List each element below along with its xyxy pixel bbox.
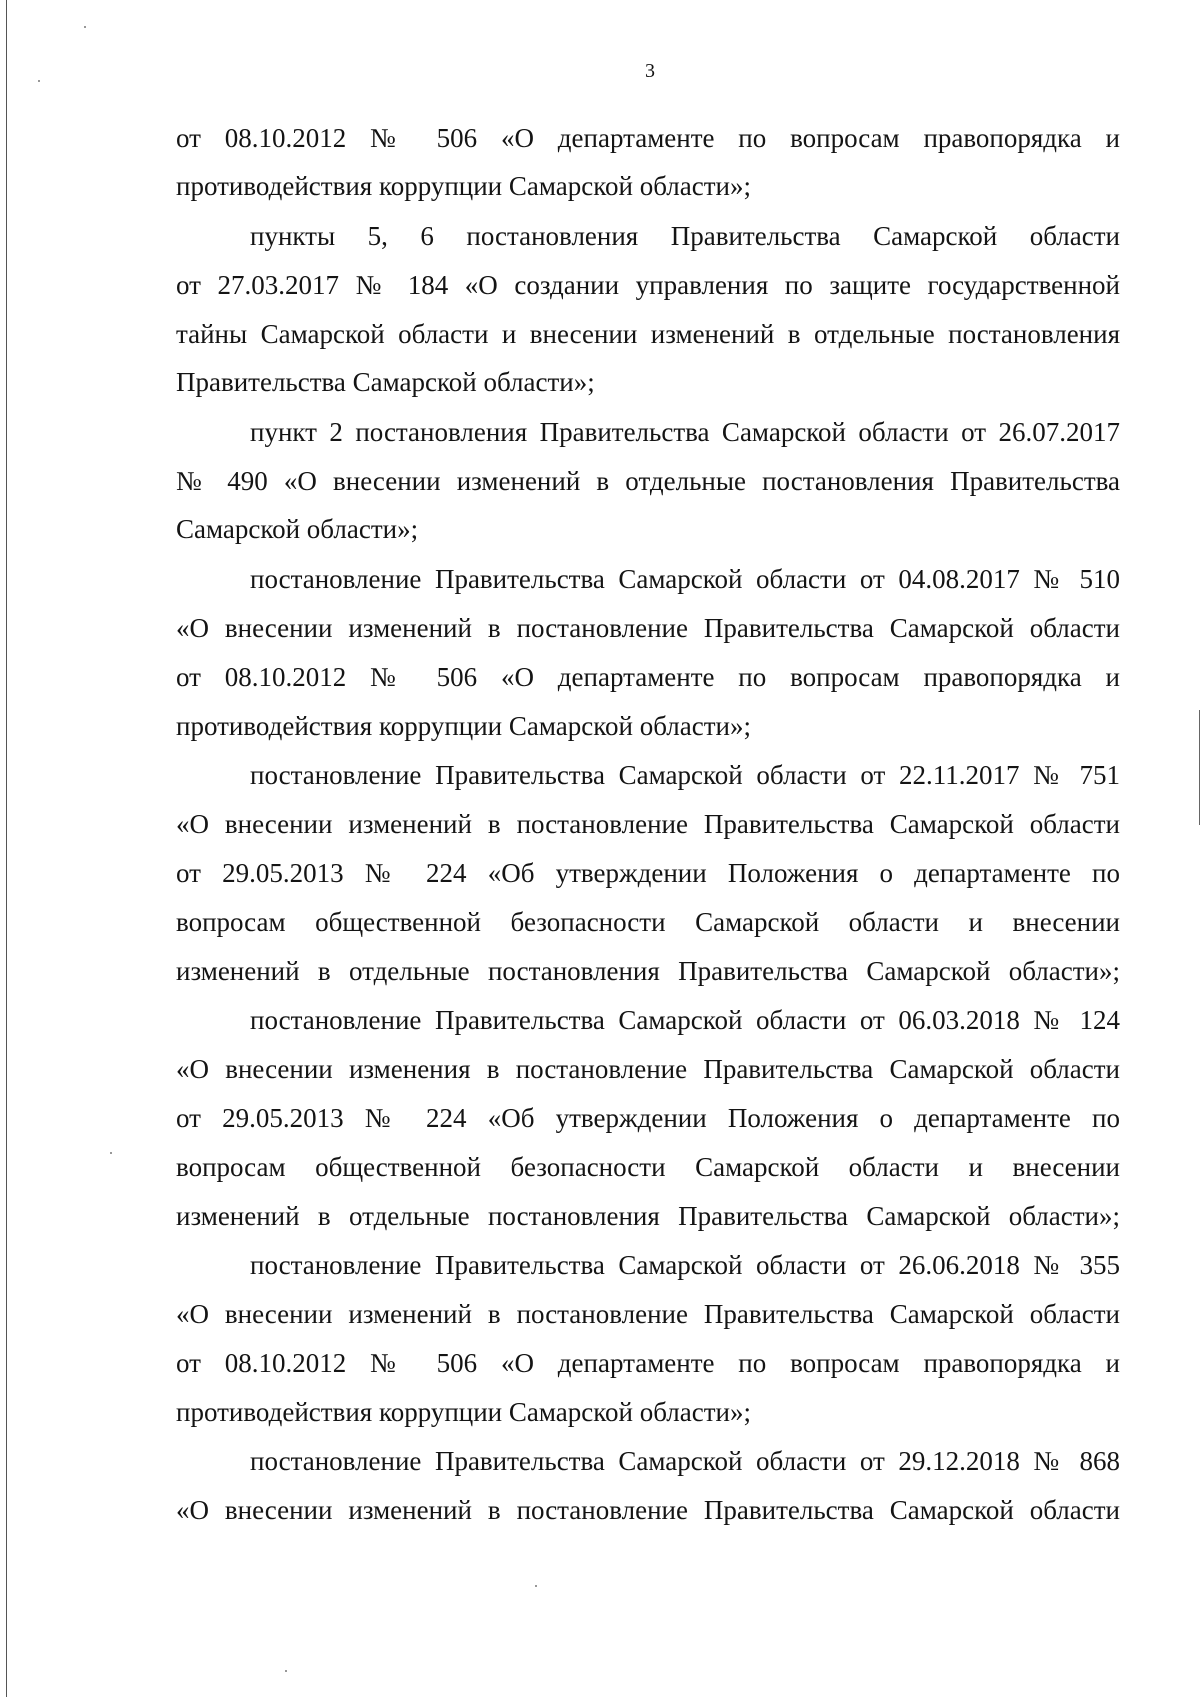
text-line: противодействия коррупции Самарской области»; (176, 711, 751, 741)
text-line: Самарской области»; (176, 514, 419, 544)
paragraph-first-line: постановление Правительства Самарской области от 22.11.2017 № 751 (250, 760, 1120, 790)
text-line: от 08.10.2012 № 506 «О департаменте по вопросам правопорядка и (176, 123, 1120, 153)
text-line: тайны Самарской области и внесении изменений в отдельные постановления (176, 319, 1120, 349)
scan-speck (84, 26, 86, 28)
text-line: от 08.10.2012 № 506 «О департаменте по вопросам правопорядка и (176, 662, 1120, 692)
text-line: вопросам общественной безопасности Самарской области и внесении (176, 907, 1120, 937)
text-line: противодействия коррупции Самарской области»; (176, 171, 751, 201)
paragraph-first-line: пункт 2 постановления Правительства Самарской области от 26.07.2017 (250, 417, 1120, 447)
paragraph-first-line: постановление Правительства Самарской области от 06.03.2018 № 124 (250, 1005, 1120, 1035)
text-line: «О внесении изменений в постановление Правительства Самарской области (176, 809, 1120, 839)
scan-edge-left (6, 0, 7, 1697)
scan-speck (535, 1585, 537, 1587)
text-line: от 27.03.2017 № 184 «О создании управления по защите государственной (176, 270, 1120, 300)
text-line: вопросам общественной безопасности Самарской области и внесении (176, 1152, 1120, 1182)
paragraph-first-line: постановление Правительства Самарской области от 29.12.2018 № 868 (250, 1446, 1120, 1476)
paragraph-first-line: пункты 5, 6 постановления Правительства Самарской области (250, 221, 1120, 251)
text-line: от 29.05.2013 № 224 «Об утверждении Положения о департаменте по (176, 858, 1120, 888)
text-line: от 08.10.2012 № 506 «О департаменте по вопросам правопорядка и (176, 1348, 1120, 1378)
text-line: «О внесении изменений в постановление Правительства Самарской области (176, 613, 1120, 643)
text-line: «О внесении изменения в постановление Правительства Самарской области (176, 1054, 1120, 1084)
text-line: Правительства Самарской области»; (176, 367, 595, 397)
text-line: № 490 «О внесении изменений в отдельные постановления Правительства (176, 466, 1120, 496)
paragraph-first-line: постановление Правительства Самарской области от 26.06.2018 № 355 (250, 1250, 1120, 1280)
page-number: 3 (645, 60, 655, 82)
scan-speck (285, 1670, 287, 1672)
text-line: противодействия коррупции Самарской области»; (176, 1397, 751, 1427)
text-line: «О внесении изменений в постановление Правительства Самарской области (176, 1495, 1120, 1525)
text-line: изменений в отдельные постановления Правительства Самарской области»; (176, 956, 1120, 986)
paragraph-first-line: постановление Правительства Самарской области от 04.08.2017 № 510 (250, 564, 1120, 594)
text-line: от 29.05.2013 № 224 «Об утверждении Положения о департаменте по (176, 1103, 1120, 1133)
scan-speck (110, 1152, 112, 1154)
text-line: изменений в отдельные постановления Правительства Самарской области»; (176, 1201, 1120, 1231)
text-line: «О внесении изменений в постановление Правительства Самарской области (176, 1299, 1120, 1329)
